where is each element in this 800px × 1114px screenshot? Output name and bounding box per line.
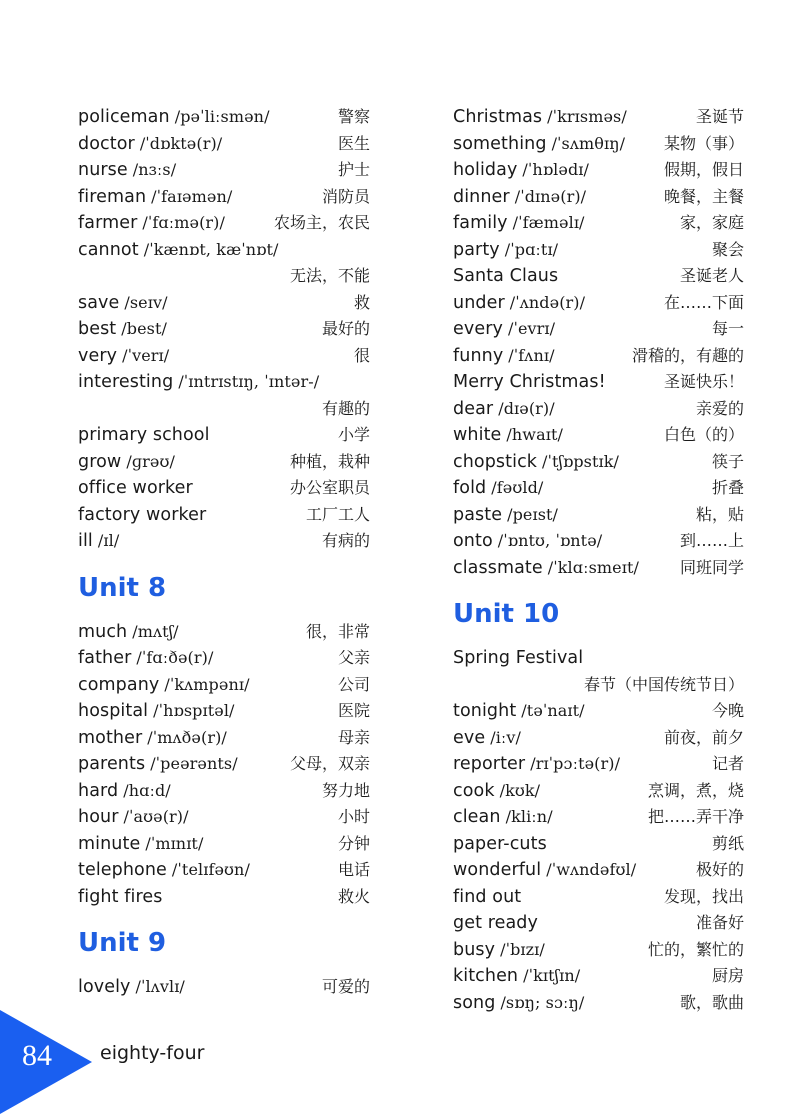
entry-headword-group xyxy=(453,369,606,396)
chinese-meaning: 努力地 xyxy=(321,780,370,800)
headword: get ready xyxy=(453,913,538,933)
headword: much xyxy=(78,621,128,642)
vocab-entry xyxy=(453,528,744,555)
vocab-entry xyxy=(78,104,370,131)
vocab-entry xyxy=(78,725,370,752)
entry-headword-group xyxy=(453,475,543,502)
headword: interesting xyxy=(78,372,174,392)
phonetic: /ˈhɒspɪtəl/ xyxy=(153,701,235,720)
entry-headword-group xyxy=(453,104,627,131)
entry-headword-group xyxy=(453,990,584,1017)
chinese-meaning: 电话 xyxy=(337,860,370,879)
entry-headword-group xyxy=(453,422,563,449)
chinese-meaning: 烹调，煮，烧 xyxy=(647,780,744,800)
vocab-entry xyxy=(453,475,744,502)
vocab-entry xyxy=(78,698,370,725)
chinese-meaning: 小学 xyxy=(337,425,370,444)
phonetic: /ɡrəʊ/ xyxy=(126,451,176,471)
headword: find out xyxy=(453,886,522,907)
entry-headword-group xyxy=(78,778,171,805)
headword: mother xyxy=(78,727,143,748)
vocab-entry xyxy=(78,131,370,158)
entry-headword-group xyxy=(78,804,189,831)
headword: Merry Christmas! xyxy=(453,372,606,392)
vocab-entry xyxy=(78,369,370,396)
chinese-meaning: 圣诞节 xyxy=(695,107,744,126)
vocab-list-unit10 xyxy=(453,645,744,1016)
phonetic: /ˈverɪ/ xyxy=(122,345,170,365)
entry-headword-group xyxy=(453,237,558,264)
entry-headword-group xyxy=(453,502,558,529)
vocab-list-unit9-cont xyxy=(453,104,744,581)
headword: Christmas xyxy=(453,107,543,127)
vocab-entry xyxy=(78,857,370,884)
phonetic: /ˈʌndə(r)/ xyxy=(509,292,586,312)
chinese-meaning: 父亲 xyxy=(337,648,370,667)
entry-headword-group xyxy=(453,528,602,555)
headword: cannot xyxy=(78,239,139,260)
chinese-meaning: 圣诞快乐！ xyxy=(663,372,744,391)
entry-headword-group xyxy=(453,316,555,343)
entry-headword-group xyxy=(453,449,619,476)
phonetic: /rɪˈpɔːtə(r)/ xyxy=(530,754,621,773)
chinese-meaning: 小时 xyxy=(337,807,370,826)
vocab-entry xyxy=(78,502,370,529)
vocab-entry xyxy=(453,369,744,396)
entry-headword-group xyxy=(453,555,639,582)
headword: fight fires xyxy=(78,886,163,907)
phonetic: /ˈɪntrɪstɪŋ, ˈɪntər-/ xyxy=(178,372,320,391)
chinese-meaning: 滑稽的，有趣的 xyxy=(631,345,744,365)
headword: very xyxy=(78,345,118,366)
entry-headword-group xyxy=(453,343,555,370)
entry-headword-group xyxy=(453,937,545,964)
entry-headword-group xyxy=(453,963,580,990)
headword: wonderful xyxy=(453,860,542,880)
vocab-entry xyxy=(78,475,370,502)
headword: fold xyxy=(453,478,487,498)
vocab-entry xyxy=(78,290,370,317)
entry-headword-group xyxy=(78,210,225,237)
headword: dinner xyxy=(453,186,510,207)
page-number: 84 xyxy=(22,1039,52,1072)
chinese-meaning: 折叠 xyxy=(711,478,744,497)
chinese-meaning: 圣诞老人 xyxy=(679,266,744,285)
phonetic: /ˈlʌvlɪ/ xyxy=(135,977,185,996)
vocab-entry xyxy=(453,502,744,529)
phonetic: /peɪst/ xyxy=(507,504,559,524)
chinese-meaning: 歌，歌曲 xyxy=(679,992,744,1012)
chinese-meaning: 有病的 xyxy=(321,531,370,550)
vocab-entry xyxy=(453,263,744,290)
phonetic: /ˈaʊə(r)/ xyxy=(123,807,189,826)
chinese-meaning: 把……弄干净 xyxy=(647,807,744,826)
headword: party xyxy=(453,239,500,260)
headword: telephone xyxy=(78,860,167,880)
vocab-entry xyxy=(78,804,370,831)
chinese-meaning: 公司 xyxy=(337,674,370,694)
vocab-entry xyxy=(453,343,744,370)
headword: holiday xyxy=(453,160,518,180)
chinese-meaning: 同班同学 xyxy=(679,557,744,577)
headword: factory worker xyxy=(78,504,207,525)
chinese-meaning: 无法，不能 xyxy=(289,266,370,285)
entry-headword-group xyxy=(78,672,250,699)
headword: clean xyxy=(453,807,501,827)
headword: father xyxy=(78,648,132,668)
vocab-entry xyxy=(453,698,744,725)
phonetic: /ˈtelɪfəʊn/ xyxy=(171,860,250,879)
chinese-meaning: 春节（中国传统节日） xyxy=(583,674,744,694)
phonetic: /iːv/ xyxy=(490,727,522,747)
vocab-entry xyxy=(78,422,370,449)
vocab-entry xyxy=(78,157,370,184)
chinese-meaning: 每一 xyxy=(711,319,744,338)
headword: paper-cuts xyxy=(453,833,547,854)
vocab-entry xyxy=(78,237,370,264)
headword: white xyxy=(453,425,502,445)
vocab-entry xyxy=(453,555,744,582)
entry-headword-group xyxy=(453,396,555,423)
vocab-entry xyxy=(78,778,370,805)
phonetic: /kʊk/ xyxy=(499,780,541,800)
vocab-entry-continuation xyxy=(78,396,370,423)
phonetic: /ˈmɪnɪt/ xyxy=(145,833,204,853)
phonetic: /ˈpeərənts/ xyxy=(150,754,238,773)
headword: eve xyxy=(453,727,486,748)
headword: something xyxy=(453,133,547,154)
headword: hard xyxy=(78,780,119,801)
phonetic: /ˈdɪnə(r)/ xyxy=(514,186,587,206)
phonetic: /təˈnaɪt/ xyxy=(521,701,585,720)
chinese-meaning: 今晚 xyxy=(711,701,744,720)
chinese-meaning: 很 xyxy=(353,345,370,365)
entry-headword-group xyxy=(78,475,193,502)
chinese-meaning: 记者 xyxy=(711,754,744,773)
phonetic: /ˈtʃɒpstɪk/ xyxy=(542,451,620,471)
headword: office worker xyxy=(78,478,193,498)
vocab-entry xyxy=(453,990,744,1017)
vocab-entry xyxy=(453,831,744,858)
headword: minute xyxy=(78,833,141,854)
chinese-meaning: 救火 xyxy=(337,886,370,906)
entry-headword-group xyxy=(453,725,521,752)
phonetic: /ˈhɒlədɪ/ xyxy=(522,160,589,179)
vocab-entry xyxy=(78,645,370,672)
headword: best xyxy=(78,319,117,339)
chinese-meaning: 在……下面 xyxy=(663,292,744,312)
entry-headword-group xyxy=(78,831,203,858)
headword: dear xyxy=(453,398,494,419)
vocab-entry xyxy=(453,104,744,131)
vocab-entry xyxy=(453,645,744,672)
vocab-entry xyxy=(453,157,744,184)
vocab-entry xyxy=(78,974,370,1001)
chinese-meaning: 聚会 xyxy=(711,239,744,259)
vocab-entry xyxy=(78,449,370,476)
entry-headword-group xyxy=(453,857,636,884)
vocab-entry xyxy=(78,210,370,237)
vocab-entry xyxy=(453,751,744,778)
vocab-entry xyxy=(453,316,744,343)
unit-10-heading: Unit 10 xyxy=(453,599,560,629)
headword: cook xyxy=(453,780,495,801)
chinese-meaning: 极好的 xyxy=(695,860,744,879)
chinese-meaning: 粘，贴 xyxy=(695,504,744,524)
vocab-entry xyxy=(453,910,744,937)
entry-headword-group xyxy=(78,449,175,476)
phonetic: /mʌtʃ/ xyxy=(132,621,179,641)
left-column xyxy=(78,104,370,1001)
headword: grow xyxy=(78,451,122,472)
headword: fireman xyxy=(78,186,147,207)
headword: Spring Festival xyxy=(453,648,584,668)
vocab-entry-continuation xyxy=(453,672,744,699)
entry-headword-group xyxy=(453,910,538,937)
vocab-entry xyxy=(453,131,744,158)
phonetic: /ˈklɑːsmeɪt/ xyxy=(547,557,639,577)
headword: reporter xyxy=(453,754,526,774)
chinese-meaning: 医生 xyxy=(337,133,370,153)
headword: kitchen xyxy=(453,966,519,986)
chinese-meaning: 前夜，前夕 xyxy=(663,727,744,747)
entry-headword-group xyxy=(78,157,176,184)
phonetic: /ɪl/ xyxy=(97,531,120,550)
vocab-entry xyxy=(453,210,744,237)
headword: doctor xyxy=(78,133,135,154)
chinese-meaning: 护士 xyxy=(337,160,370,179)
phonetic: /ˈɒntʊ, ˈɒntə/ xyxy=(497,531,603,550)
headword: hour xyxy=(78,807,119,827)
phonetic: /seɪv/ xyxy=(124,292,168,312)
vocab-list-unit9 xyxy=(78,974,370,1001)
phonetic: /ˈkrɪsməs/ xyxy=(547,107,627,126)
headword: funny xyxy=(453,345,504,366)
headword: paste xyxy=(453,504,503,525)
entry-headword-group xyxy=(78,645,213,672)
entry-headword-group xyxy=(453,210,585,237)
chinese-meaning: 医院 xyxy=(337,701,370,720)
phonetic: /ˈsʌmθɪŋ/ xyxy=(551,133,626,153)
vocab-list-unit7 xyxy=(78,104,370,555)
phonetic: /dɪə(r)/ xyxy=(498,398,555,418)
chinese-meaning: 种植，栽种 xyxy=(289,451,370,471)
entry-headword-group xyxy=(453,804,553,831)
headword: nurse xyxy=(78,160,128,180)
vocab-list-unit8 xyxy=(78,619,370,911)
vocab-entry xyxy=(78,528,370,555)
chinese-meaning: 工厂工人 xyxy=(305,504,370,524)
chinese-meaning: 白色（的） xyxy=(663,425,744,444)
entry-headword-group xyxy=(453,698,585,725)
phonetic: /ˈwʌndəfʊl/ xyxy=(546,860,637,879)
vocab-entry xyxy=(78,184,370,211)
vocab-entry xyxy=(453,804,744,831)
headword: Santa Claus xyxy=(453,266,559,286)
chinese-meaning: 假期，假日 xyxy=(663,160,744,179)
vocab-entry xyxy=(453,963,744,990)
phonetic: /nɜːs/ xyxy=(132,160,177,179)
headword: onto xyxy=(453,531,493,551)
entry-headword-group xyxy=(453,184,586,211)
entry-headword-group xyxy=(453,645,583,672)
phonetic: /ˈfɑːmə(r)/ xyxy=(142,213,225,232)
headword: lovely xyxy=(78,977,131,997)
entry-headword-group xyxy=(453,831,547,858)
chinese-meaning: 很，非常 xyxy=(305,621,370,641)
entry-headword-group xyxy=(78,502,206,529)
entry-headword-group xyxy=(78,619,179,646)
phonetic: /fəʊld/ xyxy=(491,478,544,497)
vocab-entry xyxy=(453,778,744,805)
vocab-entry xyxy=(453,937,744,964)
vocab-entry xyxy=(453,184,744,211)
vocab-entry xyxy=(453,449,744,476)
entry-headword-group xyxy=(78,528,119,555)
chinese-meaning: 有趣的 xyxy=(321,398,370,418)
headword: song xyxy=(453,992,496,1013)
headword: tonight xyxy=(453,701,517,721)
entry-headword-group xyxy=(453,131,625,158)
headword: family xyxy=(453,213,508,233)
headword: chopstick xyxy=(453,451,538,472)
entry-headword-group xyxy=(78,725,227,752)
phonetic: /sɒŋ; sɔːŋ/ xyxy=(500,992,585,1012)
entry-headword-group xyxy=(78,751,238,778)
entry-headword-group xyxy=(453,263,558,290)
vocab-entry xyxy=(78,619,370,646)
headword: hospital xyxy=(78,701,149,721)
phonetic: /ˈfʌnɪ/ xyxy=(508,345,555,365)
vocab-entry xyxy=(453,237,744,264)
vocab-entry xyxy=(453,396,744,423)
phonetic: /ˈdɒktə(r)/ xyxy=(139,133,223,153)
chinese-meaning: 父母，双亲 xyxy=(289,754,370,773)
chinese-meaning: 忙的，繁忙的 xyxy=(647,939,744,959)
phonetic: /hɑːd/ xyxy=(123,780,171,800)
phonetic: /ˈmʌðə(r)/ xyxy=(147,727,227,747)
entry-headword-group xyxy=(78,422,210,449)
entry-headword-group xyxy=(78,184,232,211)
chinese-meaning: 警察 xyxy=(337,107,370,126)
vocab-entry xyxy=(78,343,370,370)
entry-headword-group xyxy=(78,974,185,1001)
chinese-meaning: 发现，找出 xyxy=(663,886,744,906)
entry-headword-group xyxy=(453,884,521,911)
phonetic: /ˈpɑːtɪ/ xyxy=(504,239,559,259)
vocab-entry xyxy=(453,857,744,884)
entry-headword-group xyxy=(453,778,540,805)
vocab-entry xyxy=(453,422,744,449)
unit-8-heading: Unit 8 xyxy=(78,572,167,603)
right-column xyxy=(453,104,744,1016)
chinese-meaning: 筷子 xyxy=(711,451,744,471)
page-number-words: eighty-four xyxy=(100,1042,205,1064)
chinese-meaning: 消防员 xyxy=(321,186,370,206)
vocab-entry xyxy=(78,884,370,911)
chinese-meaning: 到……上 xyxy=(679,531,744,550)
chinese-meaning: 厨房 xyxy=(711,966,744,985)
unit-9-heading: Unit 9 xyxy=(78,928,167,958)
phonetic: /ˈfɑːðə(r)/ xyxy=(136,648,214,667)
headword: busy xyxy=(453,939,496,960)
phonetic: /pəˈliːsmən/ xyxy=(174,107,270,126)
entry-headword-group xyxy=(453,290,585,317)
phonetic: /hwaɪt/ xyxy=(506,425,563,444)
headword: classmate xyxy=(453,557,543,578)
entry-headword-group xyxy=(78,698,235,725)
entry-headword-group xyxy=(78,237,278,264)
phonetic: /best/ xyxy=(121,319,167,338)
chinese-meaning: 晚餐，主餐 xyxy=(663,186,744,206)
entry-headword-group xyxy=(78,290,168,317)
chinese-meaning: 办公室职员 xyxy=(289,478,370,497)
phonetic: /ˈkʌmpənɪ/ xyxy=(164,674,250,694)
headword: every xyxy=(453,319,503,339)
headword: save xyxy=(78,292,120,313)
vocab-entry-continuation xyxy=(78,263,370,290)
phonetic: /ˈkænɒt, kæˈnɒt/ xyxy=(143,239,279,259)
phonetic: /ˈkɪtʃɪn/ xyxy=(523,966,581,985)
entry-headword-group xyxy=(78,131,222,158)
entry-headword-group xyxy=(78,343,169,370)
headword: farmer xyxy=(78,213,138,233)
phonetic: /ˈfaɪəmən/ xyxy=(151,186,233,206)
vocab-entry xyxy=(453,725,744,752)
chinese-meaning: 母亲 xyxy=(337,727,370,747)
phonetic: /kliːn/ xyxy=(505,807,553,826)
vocab-entry xyxy=(453,884,744,911)
headword: primary school xyxy=(78,425,210,445)
headword: policeman xyxy=(78,107,170,127)
chinese-meaning: 分钟 xyxy=(337,833,370,853)
chinese-meaning: 剪纸 xyxy=(711,833,744,853)
entry-headword-group xyxy=(78,316,167,343)
vocab-entry xyxy=(78,751,370,778)
phonetic: /ˈbɪzɪ/ xyxy=(500,939,545,959)
chinese-meaning: 最好的 xyxy=(321,319,370,338)
chinese-meaning: 救 xyxy=(353,292,370,312)
headword: parents xyxy=(78,754,146,774)
chinese-meaning: 可爱的 xyxy=(321,977,370,996)
phonetic: /ˈfæməlɪ/ xyxy=(512,213,585,232)
vocab-entry xyxy=(78,316,370,343)
entry-headword-group xyxy=(78,104,270,131)
entry-headword-group xyxy=(453,157,589,184)
chinese-meaning: 某物（事） xyxy=(663,133,744,153)
entry-headword-group xyxy=(453,751,620,778)
chinese-meaning: 农场主，农民 xyxy=(273,213,370,232)
vocab-entry xyxy=(453,290,744,317)
chinese-meaning: 准备好 xyxy=(695,913,744,932)
entry-headword-group xyxy=(78,884,162,911)
chinese-meaning: 家，家庭 xyxy=(679,213,744,232)
entry-headword-group xyxy=(78,369,319,396)
vocab-entry xyxy=(78,672,370,699)
chinese-meaning: 亲爱的 xyxy=(695,398,744,418)
headword: ill xyxy=(78,531,93,551)
vocab-entry xyxy=(78,831,370,858)
entry-headword-group xyxy=(78,857,250,884)
headword: company xyxy=(78,674,160,695)
phonetic: /ˈevrɪ/ xyxy=(507,319,556,338)
headword: under xyxy=(453,292,505,313)
